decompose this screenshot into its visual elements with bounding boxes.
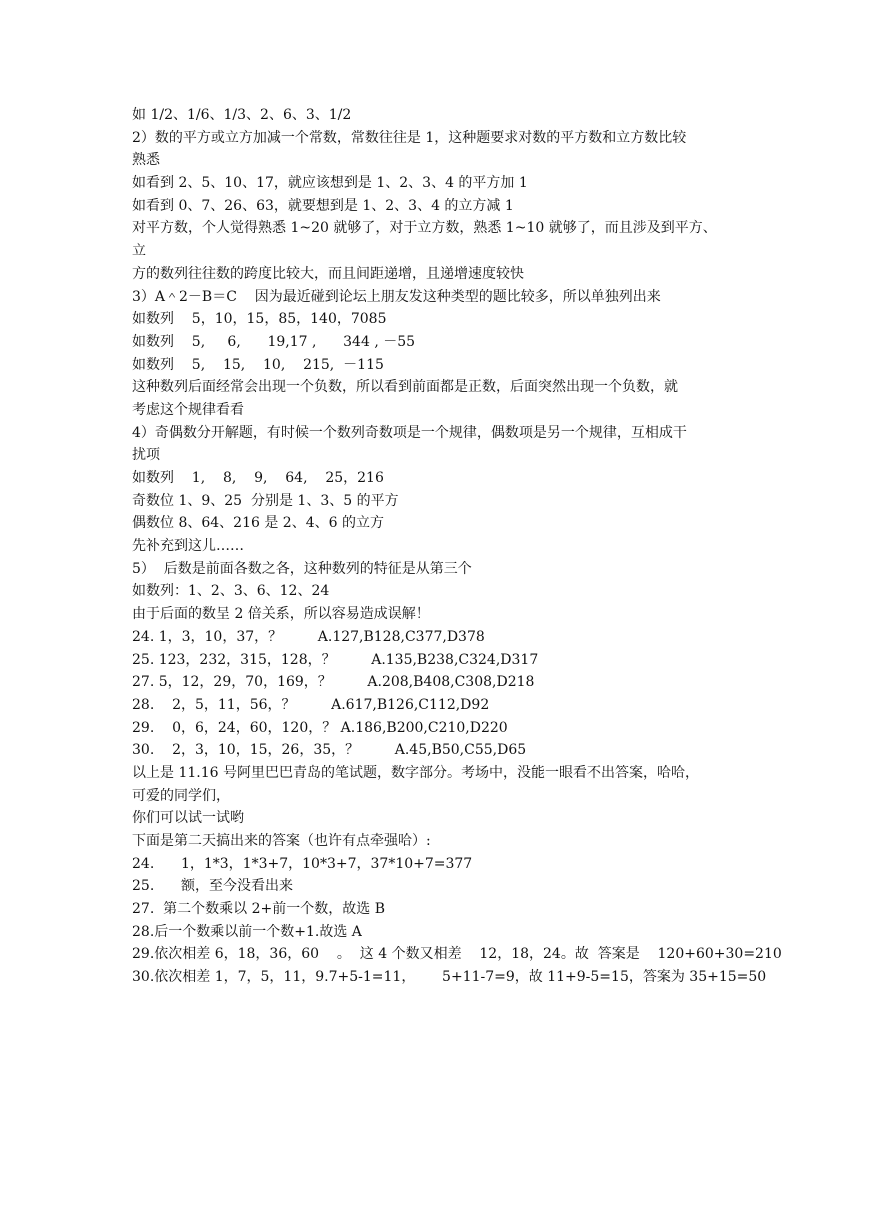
text-line: 4）奇偶数分开解题，有时候一个数列奇数项是一个规律，偶数项是另一个规律，互相成干	[132, 424, 687, 441]
text-line: 偶数位 8、64、216 是 2、4、6 的立方	[132, 515, 384, 532]
text-line: 立	[132, 243, 146, 260]
text-line: 27. 5，12，29，70，169，？ A.208,B408,C308,D218	[132, 674, 535, 691]
text-line: 奇数位 1、9、25 分别是 1、3、5 的平方	[132, 492, 399, 509]
text-line: 3）A＾2－B＝C 因为最近碰到论坛上朋友发这种类型的题比较多，所以单独列出来	[132, 288, 661, 305]
text-line: 如数列：1、2、3、6、12、24	[132, 583, 330, 600]
text-line: 5） 后数是前面各数之各，这种数列的特征是从第三个	[132, 560, 472, 577]
text-line: 方的数列往往数的跨度比较大，而且间距递增，且递增速度较快	[132, 265, 524, 282]
text-line: 如数列 1, 8, 9, 64, 25，216	[132, 470, 384, 486]
text-line: 24. 1，3，10，37，？ A.127,B128,C377,D378	[132, 628, 485, 645]
text-line: 如 1/2、1/6、1/3、2、6、3、1/2	[132, 107, 352, 123]
text-line: 30. 2，3，10，15，26，35，？ A.45,B50,C55,D65	[132, 742, 527, 759]
text-line: 29.依次相差 6，18，36，60 。 这 4 个数又相差 12，18，24。故 答案是 120+60+30=210	[132, 946, 782, 963]
text-line: 28. 2，5，11，56，？ A.617,B126,C112,D92	[132, 696, 490, 713]
text-line: 先补充到这儿……	[132, 538, 244, 555]
text-line: 可爱的同学们，	[132, 787, 230, 804]
text-line: 你们可以试一试哟	[132, 810, 244, 827]
text-line: 由于后面的数呈 2 倍关系，所以容易造成误解！	[132, 606, 430, 623]
text-line: 如数列 5，10，15，85，140，7085	[132, 311, 387, 328]
text-line: 如看到 0、7、26、63，就要想到是 1、2、3、4 的立方减 1	[132, 197, 514, 214]
text-line: 如看到 2、5、10、17，就应该想到是 1、2、3、4 的平方加 1	[132, 175, 528, 192]
text-line: 以上是 11.16 号阿里巴巴青岛的笔试题，数字部分。考场中，没能一眼看不出答案，哈哈，	[132, 764, 699, 781]
text-line: 25. 123，232，315，128，？ A.135,B238,C324,D317	[132, 651, 539, 668]
text-line: 28.后一个数乘以前一个数+1.故选 A	[132, 923, 362, 940]
text-line: 如数列 5, 6, 19,17 , 344 , －55	[132, 333, 416, 350]
text-line: 这种数列后面经常会出现一个负数，所以看到前面都是正数，后面突然出现一个负数，就	[132, 379, 678, 396]
text-line: 扰项	[132, 447, 160, 464]
text-line: 对平方数，个人觉得熟悉 1~20 就够了，对于立方数，熟悉 1~10 就够了，而且涉及到平方、	[132, 220, 717, 237]
text-line: 27. 第二个数乘以 2+前一个数，故选 B	[132, 901, 385, 918]
text-line: 考虑这个规律看看	[132, 401, 244, 418]
text-line: 24. 1，1*3，1*3+7，10*3+7，37*10+7=377	[132, 855, 473, 872]
text-line: 如数列 5, 15, 10, 215, －115	[132, 356, 384, 373]
text-line: 2）数的平方或立方加减一个常数，常数往往是 1，这种题要求对数的平方数和立方数比较	[132, 129, 687, 146]
document-body	[132, 104, 782, 989]
text-line: 29. 0，6，24，60，120，？ A.186,B200,C210,D220	[132, 719, 508, 736]
text-line: 下面是第二天搞出来的答案（也许有点牵强哈）:	[132, 833, 431, 849]
text-line: 25. 额，至今没看出来	[132, 878, 293, 895]
text-line: 熟悉	[132, 152, 160, 169]
text-line: 30.依次相差 1，7，5，11，9.7+5-1=11， 5+11-7=9，故 11+9-5=15，答案为 35+15=50	[132, 969, 767, 986]
